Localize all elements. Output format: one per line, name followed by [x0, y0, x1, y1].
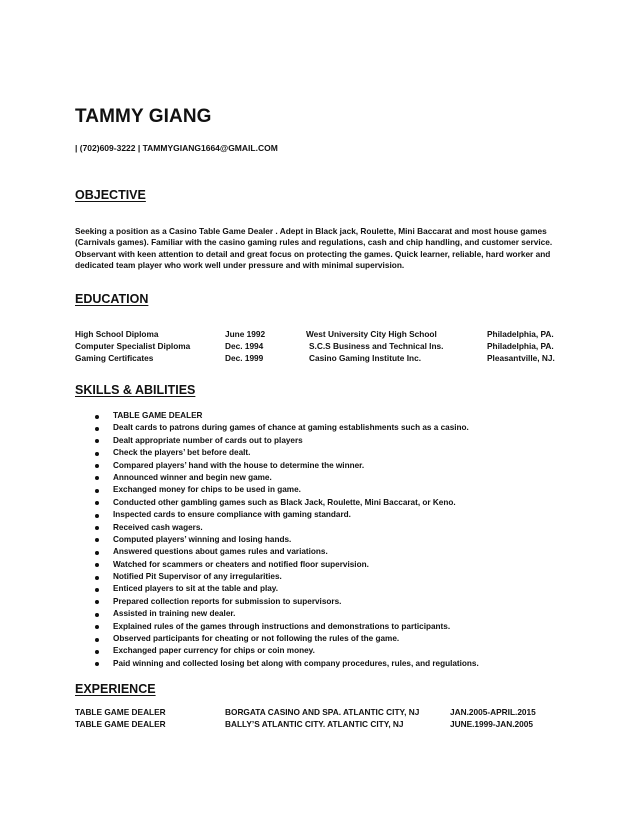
skill-text: Received cash wagers. — [113, 522, 203, 532]
experience-title: TABLE GAME DEALER — [75, 707, 166, 717]
bullet-icon — [95, 551, 99, 555]
objective-text: Seeking a position as a Casino Table Game Dealer . Adept in Black jack, Roulette, Mini Baccarat and most house games (Carnivals games). Familiar with the casino gaming rules and regulations, cash and chip handling, and customer service. Observant with keen attention to detail and great focus on protecting the games. Quick learner, reliable, hard worker and dedicated team player who work well under pressure and with minimal supervision. — [75, 226, 553, 271]
education-row — [0, 353, 638, 365]
bullet-icon — [95, 625, 99, 629]
education-heading: EDUCATION — [75, 292, 149, 306]
skill-item — [95, 522, 479, 534]
skill-text: Check the players’ bet before dealt. — [113, 448, 251, 458]
skill-item — [95, 596, 479, 608]
bullet-icon — [95, 662, 99, 666]
skill-item — [95, 460, 479, 472]
skill-text: Explained rules of the games through instructions and demonstrations to participants. — [113, 621, 451, 631]
skill-item — [95, 484, 479, 496]
skill-text: Prepared collection reports for submission to supervisors. — [113, 596, 342, 606]
skill-text: Observed participants for cheating or not following the rules of the game. — [113, 634, 400, 644]
education-school: West University City High School — [306, 329, 437, 339]
education-date: June 1992 — [225, 329, 266, 339]
skill-text: Exchanged money for chips to be used in game. — [113, 485, 301, 495]
bullet-icon — [95, 563, 99, 567]
bullet-icon — [95, 514, 99, 518]
bullet-icon — [95, 638, 99, 642]
skill-item — [95, 472, 479, 484]
bullet-icon — [95, 415, 99, 419]
education-credential: High School Diploma — [75, 329, 159, 339]
bullet-icon — [95, 538, 99, 542]
candidate-name: TAMMY GIANG — [75, 106, 212, 127]
skill-text: Exchanged paper currency for chips or coin money. — [113, 646, 315, 656]
education-credential: Computer Specialist Diploma — [75, 341, 191, 351]
skill-text: Compared players’ hand with the house to determine the winner. — [113, 460, 365, 470]
bullet-icon — [95, 600, 99, 604]
education-row — [0, 329, 638, 341]
skill-item — [95, 583, 479, 595]
education-row — [0, 341, 638, 353]
skill-item — [95, 497, 479, 509]
experience-title: TABLE GAME DEALER — [75, 719, 166, 729]
skill-text: Computed players’ winning and losing hands. — [113, 534, 292, 544]
skill-text: Answered questions about games rules and variations. — [113, 547, 328, 557]
skill-text: Announced winner and begin new game. — [113, 472, 272, 482]
skill-item — [95, 435, 479, 447]
skill-item — [95, 621, 479, 633]
bullet-icon — [95, 476, 99, 480]
skill-item — [95, 447, 479, 459]
skill-text: Notified Pit Supervisor of any irregularities. — [113, 572, 282, 582]
education-location: Pleasantville, NJ. — [487, 353, 555, 363]
skill-text: Watched for scammers or cheaters and notified floor supervision. — [113, 559, 369, 569]
experience-dates: JUNE.1999-JAN.2005 — [450, 719, 534, 729]
bullet-icon — [95, 650, 99, 654]
skill-text: Conducted other gambling games such as Black Jack, Roulette, Mini Baccarat, or Keno. — [113, 497, 456, 507]
education-school: S.C.S Business and Technical Ins. — [309, 341, 444, 351]
skill-text: Dealt cards to patrons during games of chance at gaming establishments such as a casino. — [113, 423, 469, 433]
bullet-icon — [95, 613, 99, 617]
skill-item — [95, 559, 479, 571]
skill-item — [95, 658, 479, 670]
skill-text: Inspected cards to ensure compliance with gaming standard. — [113, 510, 351, 520]
experience-dates: JAN.2005-APRIL.2015 — [450, 707, 536, 717]
skill-text: TABLE GAME DEALER — [113, 411, 203, 420]
objective-heading: OBJECTIVE — [75, 188, 146, 202]
bullet-icon — [95, 501, 99, 505]
education-location: Philadelphia, PA. — [487, 341, 554, 351]
experience-row — [0, 707, 638, 719]
education-location: Philadelphia, PA. — [487, 329, 554, 339]
education-date: Dec. 1994 — [225, 341, 264, 351]
education-credential: Gaming Certificates — [75, 353, 154, 363]
experience-heading: EXPERIENCE — [75, 682, 156, 696]
skill-text: Enticed players to sit at the table and play. — [113, 584, 279, 594]
skill-item — [95, 546, 479, 558]
experience-row — [0, 719, 638, 731]
skills-list — [95, 410, 479, 670]
bullet-icon — [95, 464, 99, 468]
bullet-icon — [95, 588, 99, 592]
skill-item — [95, 410, 479, 422]
skill-item — [95, 509, 479, 521]
skill-item — [95, 534, 479, 546]
experience-employer: BORGATA CASINO AND SPA. ATLANTIC CITY, NJ — [225, 707, 420, 717]
skill-text: Dealt appropriate number of cards out to players — [113, 435, 303, 445]
bullet-icon — [95, 526, 99, 530]
education-date: Dec. 1999 — [225, 353, 264, 363]
bullet-icon — [95, 427, 99, 431]
skill-text: Paid winning and collected losing bet along with company procedures, rules, and regulations. — [113, 658, 479, 668]
skills-heading: SKILLS & ABILITIES — [75, 383, 196, 397]
bullet-icon — [95, 576, 99, 580]
skill-text: Assisted in training new dealer. — [113, 609, 236, 619]
bullet-icon — [95, 452, 99, 456]
skill-item — [95, 422, 479, 434]
skill-item — [95, 633, 479, 645]
skill-item — [95, 645, 479, 657]
experience-employer: BALLY’S ATLANTIC CITY. ATLANTIC CITY, NJ — [225, 719, 404, 729]
contact-line: | (702)609-3222 | TAMMYGIANG1664@GMAIL.COM — [75, 143, 278, 153]
education-school: Casino Gaming Institute Inc. — [309, 353, 422, 363]
skill-item — [95, 571, 479, 583]
bullet-icon — [95, 439, 99, 443]
skill-item — [95, 608, 479, 620]
bullet-icon — [95, 489, 99, 493]
